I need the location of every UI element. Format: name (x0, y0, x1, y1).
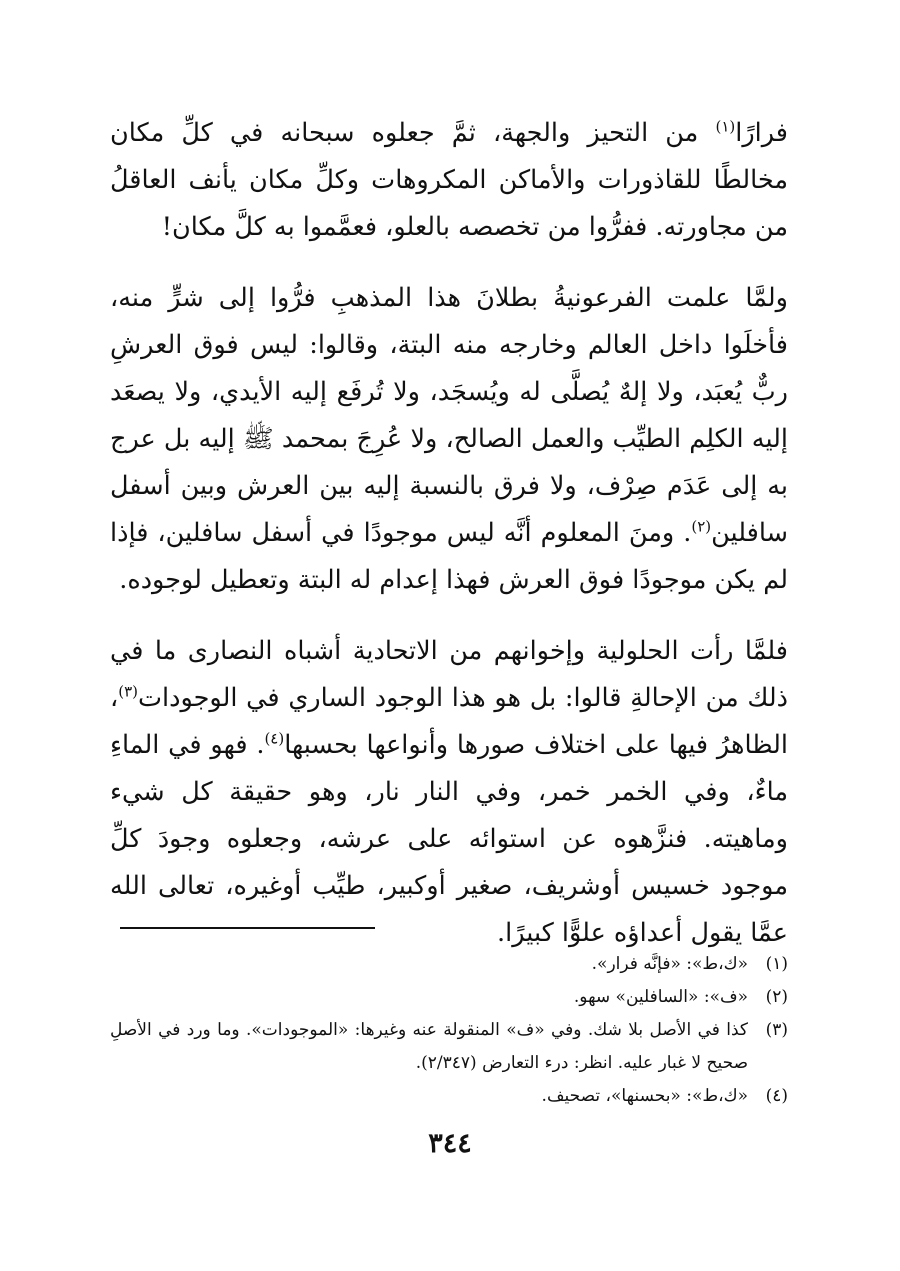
footnote-1-number: (١) (765, 954, 788, 974)
footnote-ref-1[interactable]: (١) (715, 117, 736, 136)
main-text (110, 110, 788, 957)
footnote-3-number: (٣) (765, 1020, 788, 1040)
footnotes (110, 948, 788, 1113)
paragraph-3-text-b: ، الظاهرُ فيها على اختلاف صورها وأنواعها بحسبها (110, 683, 788, 760)
footnote-ref-2[interactable]: (٢) (691, 517, 712, 536)
paragraph-3-text-c: . فهو في الماءِ ماءٌ، وفي الخمر خمر، وفي النار نار، وهو حقيقة كل شيء وماهيته. فنزَّهوه عن استوائه على عرشه، وجعلوه وجودَ كلِّ موجود خسيس أوشريف، صغير أوكبير، طيِّب أوغيره، تعالى الله عمَّا يقول أعداؤه علوًّا كبيرًا. (110, 730, 788, 948)
footnote-2-text: «ف»: «السافلين» سهو. (573, 987, 748, 1007)
paragraph-1-text-b: من التحيز والجهة، ثمَّ جعلوه سبحانه في كلِّ مكان مخالطًا للقاذورات والأماكن المكروهات وكلِّ مكان يأنف العاقلُ من مجاورته. ففرُّوا من تخصصه بالعلو، فعمَّموا به كلَّ مكان! (110, 118, 788, 242)
footnote-1-text: «ك،ط»: «فإنَّه فرار». (591, 954, 748, 974)
page-number: ٣٤٤ (428, 1128, 472, 1159)
paragraph-2-text-a: ولمَّا علمت الفرعونيةُ بطلانَ هذا المذهبِ فرُّوا إلى شرٍّ منه، فأخلَوا داخل العالم وخارجه منه البتة، وقالوا: ليس فوق العرشِ ربٌّ يُعبَد، ولا إلهٌ يُصلَّى له ويُسجَد، ولا تُرفَع إليه الأيدي، ولا يصعَد إليه الكلِم الطيِّب والعمل الصالح، ولا عُرِجَ بمحمد ﷺ إليه بل عرج به إلى عَدَم صِرْف، ولا فرق بالنسبة إليه بين العرش وبين أسفل سافلين (110, 283, 788, 548)
footnote-4 (110, 1080, 788, 1113)
footnote-4-text: «ك،ط»: «بحسنها»، تصحيف. (541, 1086, 748, 1106)
footnote-divider (120, 927, 375, 929)
footnote-3-text: كذا في الأصل بلا شك. وفي «ف» المنقولة عنه وغيرها: «الموجودات». وما ورد في الأصلِ صحيح لا غبار عليه. انظر: درء التعارض (٢/٣٤٧). (110, 1020, 748, 1073)
footnote-1 (110, 948, 788, 981)
footnote-3 (110, 1014, 788, 1080)
paragraph-3-text-a: فلمَّا رأت الحلولية وإخوانهم من الاتحادية أشباه النصارى ما في ذلك من الإحالةِ قالوا: بل هو هذا الوجود الساري في الوجودات (110, 636, 788, 713)
footnote-2 (110, 981, 788, 1014)
paragraph-1 (110, 110, 788, 251)
footnote-ref-4[interactable]: (٤) (264, 729, 285, 748)
footnote-2-number: (٢) (765, 987, 788, 1007)
paragraph-2 (110, 275, 788, 604)
paragraph-2-text-b: . ومنَ المعلوم أنَّه ليس موجودًا في أسفل سافلين، فإذا لم يكن موجودًا فوق العرش فهذا إعدام له البتة وتعطيل لوجوده. (110, 518, 788, 595)
footnote-ref-3[interactable]: (٣) (118, 682, 139, 701)
paragraph-1-text-a: فرارًا (735, 118, 788, 148)
footnote-4-number: (٤) (765, 1086, 788, 1106)
paragraph-3 (110, 628, 788, 957)
